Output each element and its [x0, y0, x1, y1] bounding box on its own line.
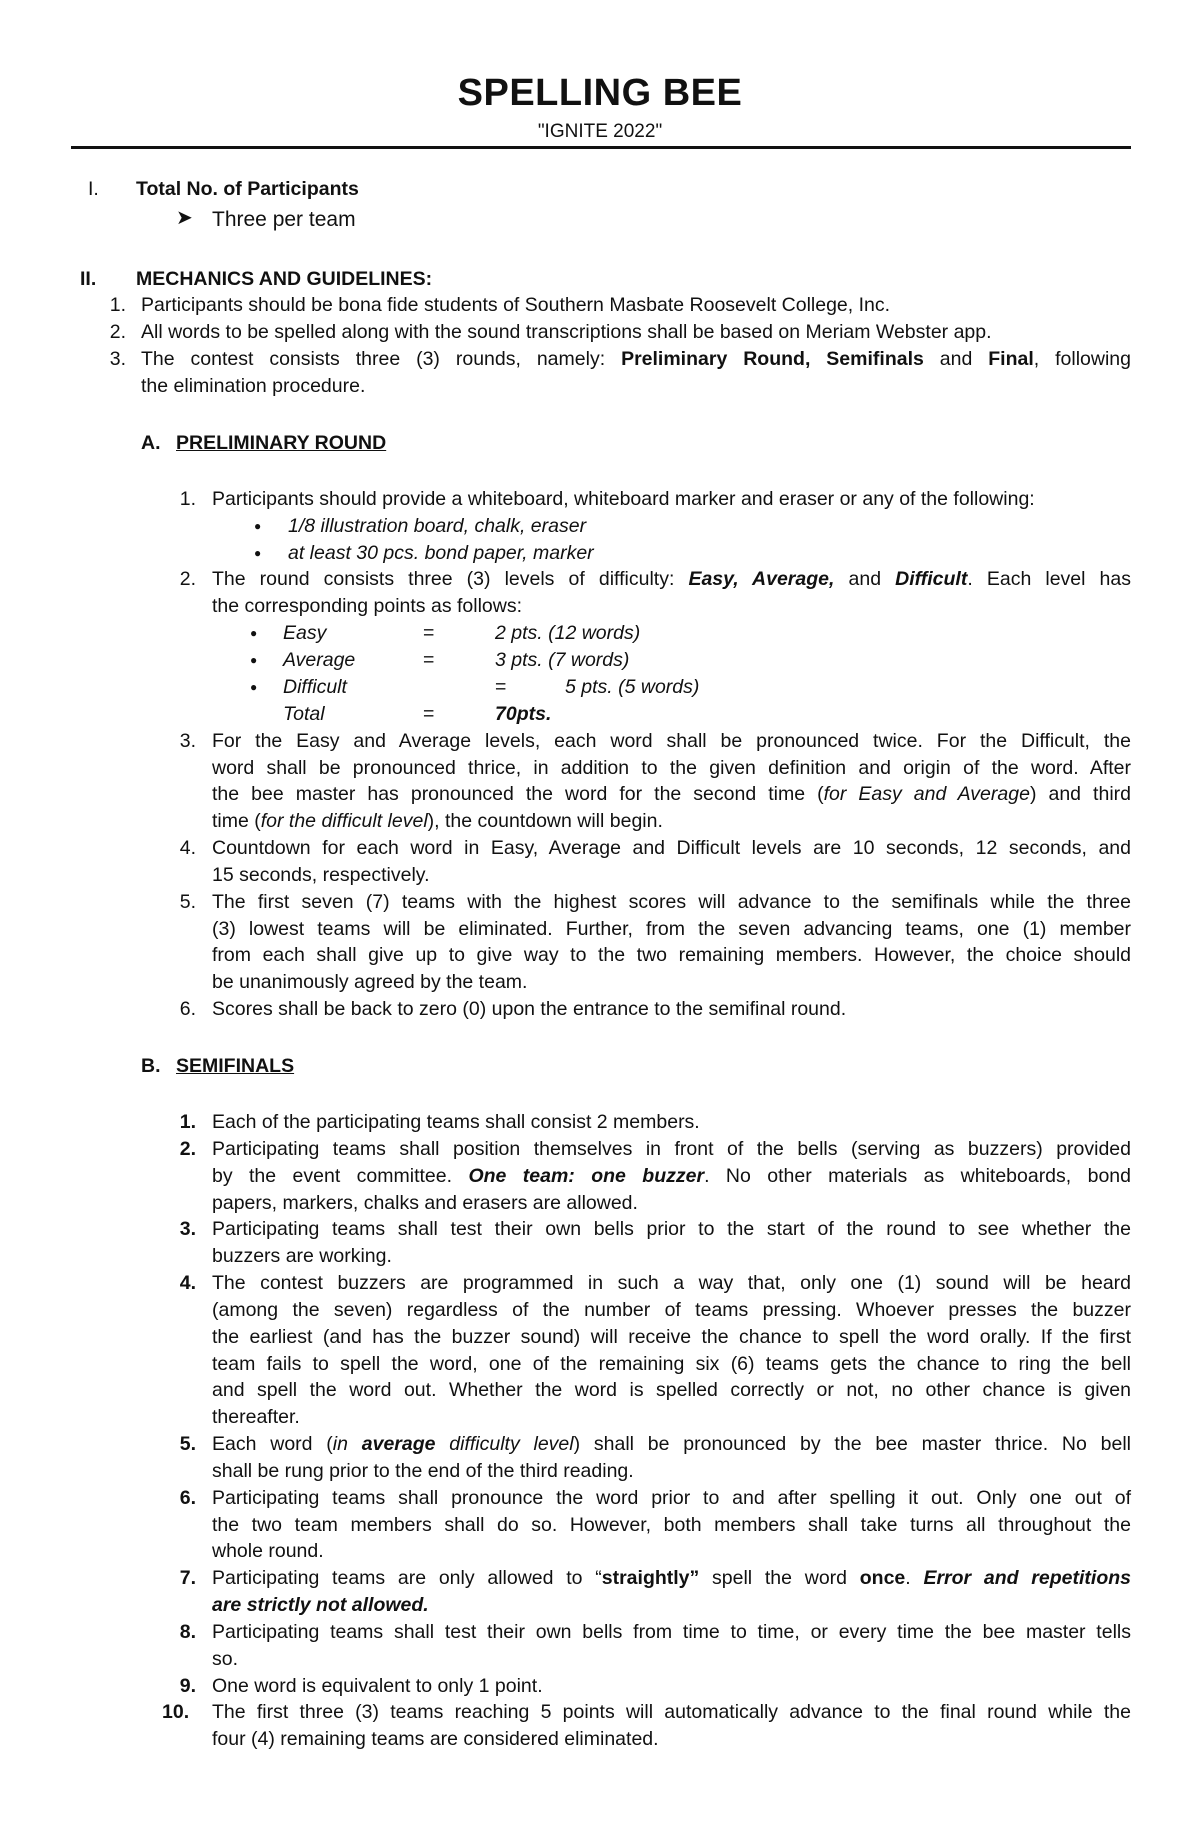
mechanics-item-text-cont: the elimination procedure. [141, 375, 366, 397]
level-equals: = [423, 649, 435, 671]
level-name: Difficult [283, 676, 347, 698]
prelim-item-text-cont: the corresponding points as follows: [212, 595, 523, 617]
level-points: 2 pts. (12 words) [495, 622, 641, 644]
semis-item-number: 9. [179, 1675, 196, 1697]
mechanics-item-number: 1. [109, 294, 126, 316]
semis-item-number: 4. [179, 1272, 196, 1294]
section-2-numeral: II. [80, 268, 97, 290]
prelim-item-text-cont: from each shall give up to give way to the two remaining members. However, the choice should [212, 944, 1131, 966]
subsection-b-heading: SEMIFINALS [176, 1055, 295, 1077]
semis-item-text-cont: shall be rung prior to the end of the third reading. [212, 1460, 634, 1482]
semis-item-number: 5. [179, 1433, 196, 1455]
level-points: 5 pts. (5 words) [565, 676, 700, 698]
semis-item-text-cont: buzzers are working. [212, 1245, 392, 1267]
prelim-item-text-cont: 15 seconds, respectively. [212, 864, 430, 886]
prelim-item-text: Participants should provide a whiteboard, whiteboard marker and eraser or any of the following: [212, 488, 1035, 510]
level-total-points: 70pts. [495, 703, 552, 725]
semis-item-number: 7. [179, 1567, 196, 1589]
prelim-item-text: Countdown for each word in Easy, Average and Difficult levels are 10 seconds, 12 seconds, and [212, 837, 1131, 859]
prelim-item-number: 2. [179, 568, 196, 590]
level-equals: = [495, 676, 507, 698]
semis-item-text-cont: the earliest (and has the buzzer sound) will receive the chance to spell the word orally. If the first [212, 1326, 1131, 1348]
semis-item-text-cont: whole round. [212, 1540, 324, 1562]
level-total-label: Total [283, 703, 325, 725]
semis-item-number: 10. [162, 1701, 190, 1723]
prelim-item-text-cont: word shall be pronounced thrice, in addition to the given definition and origin of the word. After [212, 757, 1131, 779]
bullet-dot-icon: ● [254, 519, 262, 533]
arrow-bullet-icon: ➤ [176, 207, 193, 229]
level-total-equals: = [423, 703, 435, 725]
prelim-item-text: The round consists three (3) levels of difficulty: Easy, Average, and Difficult. Each level has [212, 568, 1131, 590]
semis-item-text-cont: team fails to spell the word, one of the remaining six (6) teams gets the chance to ring the bell [212, 1353, 1131, 1375]
semis-item-number: 6. [179, 1487, 196, 1509]
semis-item-text-cont: papers, markers, chalks and erasers are allowed. [212, 1192, 638, 1214]
semis-item-text: Participating teams shall position themselves in front of the bells (serving as buzzers) provided [212, 1138, 1131, 1160]
mechanics-item-text: The contest consists three (3) rounds, namely: Preliminary Round, Semifinals and Final, following [141, 348, 1131, 370]
document-title: SPELLING BEE [457, 72, 743, 114]
prelim-item-text-cont: time (for the difficult level), the countdown will begin. [212, 810, 663, 832]
title-divider [71, 146, 1131, 149]
semis-item-text: Each word (in average difficulty level) shall be pronounced by the bee master thrice. No bell [212, 1433, 1131, 1455]
semis-item-text: One word is equivalent to only 1 point. [212, 1675, 543, 1697]
document-subtitle: "IGNITE 2022" [537, 121, 663, 142]
semis-item-text: Participating teams shall test their own bells prior to the start of the round to see whether the [212, 1218, 1131, 1240]
prelim-item-text-cont: the bee master has pronounced the word for the second time (for Easy and Average) and third [212, 783, 1131, 805]
section-1-item: Three per team [212, 208, 356, 231]
semis-item-number: 3. [179, 1218, 196, 1240]
semis-item-text: Each of the participating teams shall consist 2 members. [212, 1111, 700, 1133]
subsection-a-heading: PRELIMINARY ROUND [176, 432, 387, 454]
subsection-b-letter: B. [141, 1055, 161, 1077]
level-points: 3 pts. (7 words) [495, 649, 630, 671]
semis-item-text: Participating teams shall test their own bells from time to time, or every time the bee master tells [212, 1621, 1131, 1643]
semis-item-text-cont: the two team members shall do so. However, both members shall take turns all throughout the [212, 1514, 1131, 1536]
prelim-item-number: 3. [179, 730, 196, 752]
bullet-dot-icon: ● [250, 680, 258, 694]
prelim-item-number: 4. [179, 837, 196, 859]
section-2-heading: MECHANICS AND GUIDELINES: [136, 268, 433, 290]
prelim-item-number: 5. [179, 891, 196, 913]
semis-item-number: 1. [179, 1111, 196, 1133]
mechanics-item-number: 2. [109, 321, 126, 343]
prelim-item-text: The first seven (7) teams with the highest scores will advance to the semifinals while the three [212, 891, 1131, 913]
prelim-item-text: For the Easy and Average levels, each word shall be pronounced twice. For the Difficult, the [212, 730, 1131, 752]
semis-item-text: The first three (3) teams reaching 5 points will automatically advance to the final round while the [212, 1701, 1131, 1723]
section-1-numeral: I. [88, 178, 99, 200]
semis-item-text-cont: thereafter. [212, 1406, 300, 1428]
semis-item-text: The contest buzzers are programmed in such a way that, only one (1) sound will be heard [212, 1272, 1131, 1294]
section-1-heading: Total No. of Participants [136, 178, 359, 200]
mechanics-item-text: Participants should be bona fide students of Southern Masbate Roosevelt College, Inc. [141, 294, 891, 316]
semis-item-text-cont: and spell the word out. Whether the word is spelled correctly or not, no other chance is given [212, 1379, 1131, 1401]
bullet-dot-icon: ● [254, 546, 262, 560]
semis-item-text-cont: by the event committee. One team: one buzzer. No other materials as whiteboards, bond [212, 1165, 1131, 1187]
semis-item-number: 8. [179, 1621, 196, 1643]
semis-item-text: Participating teams are only allowed to “straightly” spell the word once. Error and repetitions [212, 1567, 1131, 1589]
level-name: Average [283, 649, 356, 671]
prelim-item-text: Scores shall be back to zero (0) upon the entrance to the semifinal round. [212, 998, 847, 1020]
bullet-dot-icon: ● [250, 653, 258, 667]
semis-item-number: 2. [179, 1138, 196, 1160]
semis-item-text-cont: four (4) remaining teams are considered eliminated. [212, 1728, 659, 1750]
bullet-dot-icon: ● [250, 626, 258, 640]
level-equals: = [423, 622, 435, 644]
prelim-item-number: 6. [179, 998, 196, 1020]
semis-item-text: Participating teams shall pronounce the word prior to and after spelling it out. Only one out of [212, 1487, 1131, 1509]
prelim-item-text-cont: be unanimously agreed by the team. [212, 971, 528, 993]
subsection-a-letter: A. [141, 432, 161, 454]
semis-item-text-cont: are strictly not allowed. [212, 1594, 429, 1616]
semis-item-text-cont: so. [212, 1648, 239, 1670]
level-name: Easy [283, 622, 327, 644]
mechanics-item-text: All words to be spelled along with the sound transcriptions shall be based on Meriam Webster app. [141, 321, 992, 343]
bullet-text: 1/8 illustration board, chalk, eraser [288, 515, 587, 537]
mechanics-item-number: 3. [109, 348, 126, 370]
bullet-text: at least 30 pcs. bond paper, marker [288, 542, 594, 564]
semis-item-text-cont: (among the seven) regardless of the number of teams pressing. Whoever presses the buzzer [212, 1299, 1131, 1321]
prelim-item-text-cont: (3) lowest teams will be eliminated. Further, from the seven advancing teams, one (1) member [212, 918, 1131, 940]
prelim-item-number: 1. [179, 488, 196, 510]
